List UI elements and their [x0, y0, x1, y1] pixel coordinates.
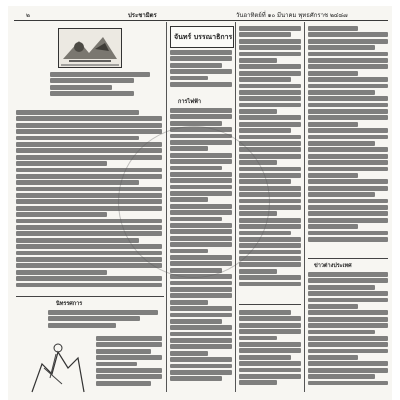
section-heading: ข่าวต่างประเทศ [314, 263, 352, 269]
library-stamp-watermark [118, 126, 270, 278]
illustration-image [58, 28, 122, 68]
date-line: วันอาทิตย์ที่ ๑๐ มีนาคม พุทธศักราช ๒๔๘๗ [236, 12, 348, 19]
column-body-text [308, 272, 388, 392]
editorial-heading: จันทร์ บรรณาธิการ [174, 33, 233, 41]
section-rule [308, 258, 388, 259]
editorial-intro-text [170, 50, 232, 92]
newspaper-page [8, 6, 392, 400]
article-body-text [96, 336, 162, 394]
header-rule [14, 20, 388, 21]
caption-text-block [50, 72, 150, 104]
section-rule [239, 304, 301, 305]
column-divider [304, 22, 305, 392]
sketch-illustration [22, 334, 92, 394]
editorial-box [170, 26, 234, 48]
section-rule [16, 296, 164, 297]
column-body-text [239, 310, 301, 392]
section-subtext [48, 310, 158, 330]
newspaper-title: ประชามิตร [128, 12, 157, 19]
illustration-drawing [59, 29, 121, 67]
subsection-heading: การไฟฟ้า [178, 99, 202, 105]
page-number: ๒ [26, 12, 30, 19]
section-heading: นิทรรศการ [56, 301, 83, 307]
column-body-text [308, 26, 388, 254]
